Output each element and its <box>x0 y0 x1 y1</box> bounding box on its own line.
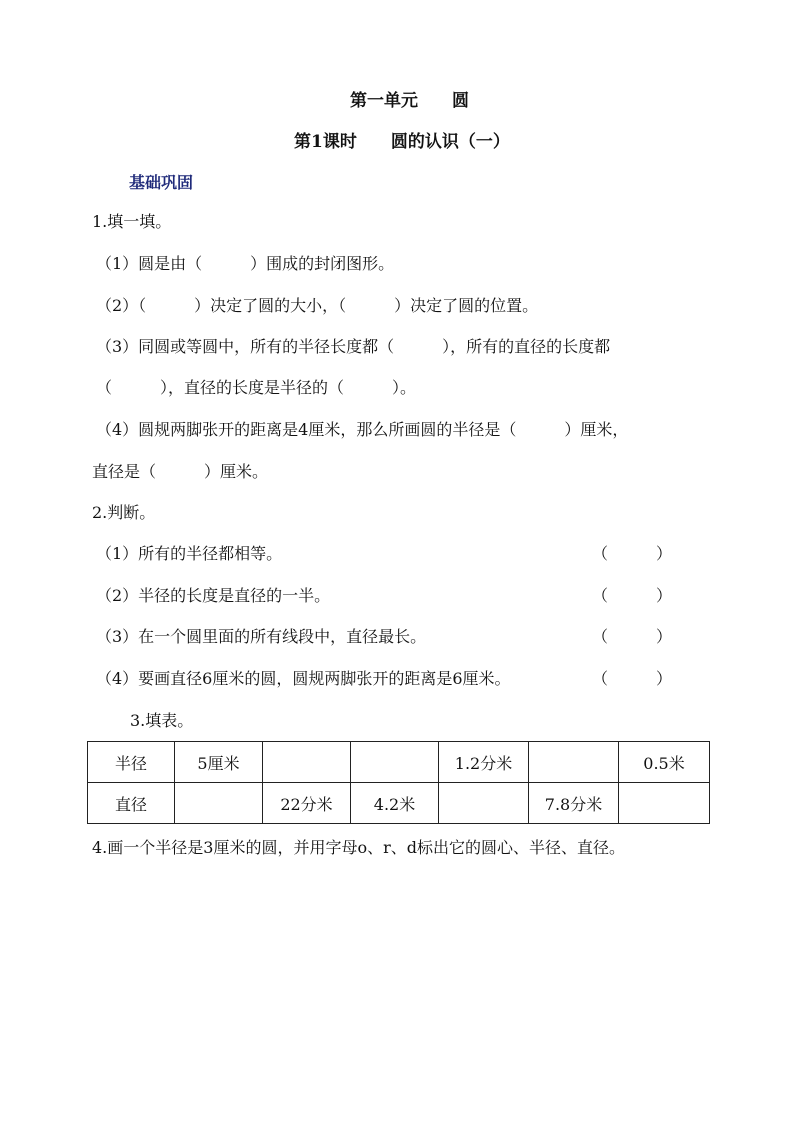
q1-line-5: （4）圆规两脚张开的距离是4厘米，那么所画圆的半径是（ ）厘米， <box>96 420 629 439</box>
table-cell[interactable] <box>351 742 439 783</box>
q1-line-6: 直径是（ ）厘米。 <box>92 462 269 481</box>
q1-line-1: （1）圆是由（ ）围成的封闭图形。 <box>96 254 395 273</box>
q1-title: 1.填一填。 <box>92 212 172 231</box>
radius-diameter-table <box>87 741 710 824</box>
q4-title: 4.画一个半径是3厘米的圆，并用字母o、r、d标出它的圆心、半径、直径。 <box>92 838 625 857</box>
q2-answer-blank-4[interactable]: （ ） <box>592 669 673 688</box>
table-cell[interactable] <box>529 742 619 783</box>
section-label: 基础巩固 <box>129 173 194 192</box>
q2-answer-blank-2[interactable]: （ ） <box>592 586 673 605</box>
table-row-diameter <box>88 783 710 824</box>
table-cell[interactable]: 7.8分米 <box>529 783 619 824</box>
lesson-title: 第1课时 圆的认识（一） <box>294 132 510 152</box>
q1-line-4: （ ），直径的长度是半径的（ ）。 <box>96 378 417 397</box>
q2-title: 2.判断。 <box>92 503 156 522</box>
table-cell[interactable]: 1.2分米 <box>439 742 529 783</box>
q2-answer-blank-3[interactable]: （ ） <box>592 627 673 646</box>
q2-answer-blank-1[interactable]: （ ） <box>592 544 673 563</box>
table-cell[interactable]: 0.5米 <box>619 742 710 783</box>
table-cell[interactable]: 4.2米 <box>351 783 439 824</box>
q2-item-1: （1）所有的半径都相等。 <box>96 544 283 563</box>
table-cell[interactable]: 5厘米 <box>175 742 263 783</box>
q1-line-2: （2）（ ）决定了圆的大小，（ ）决定了圆的位置。 <box>96 296 539 315</box>
unit-title: 第一单元 圆 <box>350 91 469 111</box>
table-cell[interactable]: 22分米 <box>263 783 351 824</box>
q1-line-3: （3）同圆或等圆中，所有的半径长度都（ ），所有的直径的长度都 <box>96 337 611 356</box>
q3-title: 3.填表。 <box>130 711 194 730</box>
q2-item-2: （2）半径的长度是直径的一半。 <box>96 586 331 605</box>
table-cell[interactable] <box>619 783 710 824</box>
table-cell[interactable] <box>175 783 263 824</box>
table-cell[interactable] <box>263 742 351 783</box>
table-cell[interactable] <box>439 783 529 824</box>
table-row-radius <box>88 742 710 783</box>
table-header-diameter: 直径 <box>88 783 175 824</box>
q2-item-3: （3）在一个圆里面的所有线段中，直径最长。 <box>96 627 427 646</box>
table-header-radius: 半径 <box>88 742 175 783</box>
q2-item-4: （4）要画直径6厘米的圆，圆规两脚张开的距离是6厘米。 <box>96 669 511 688</box>
